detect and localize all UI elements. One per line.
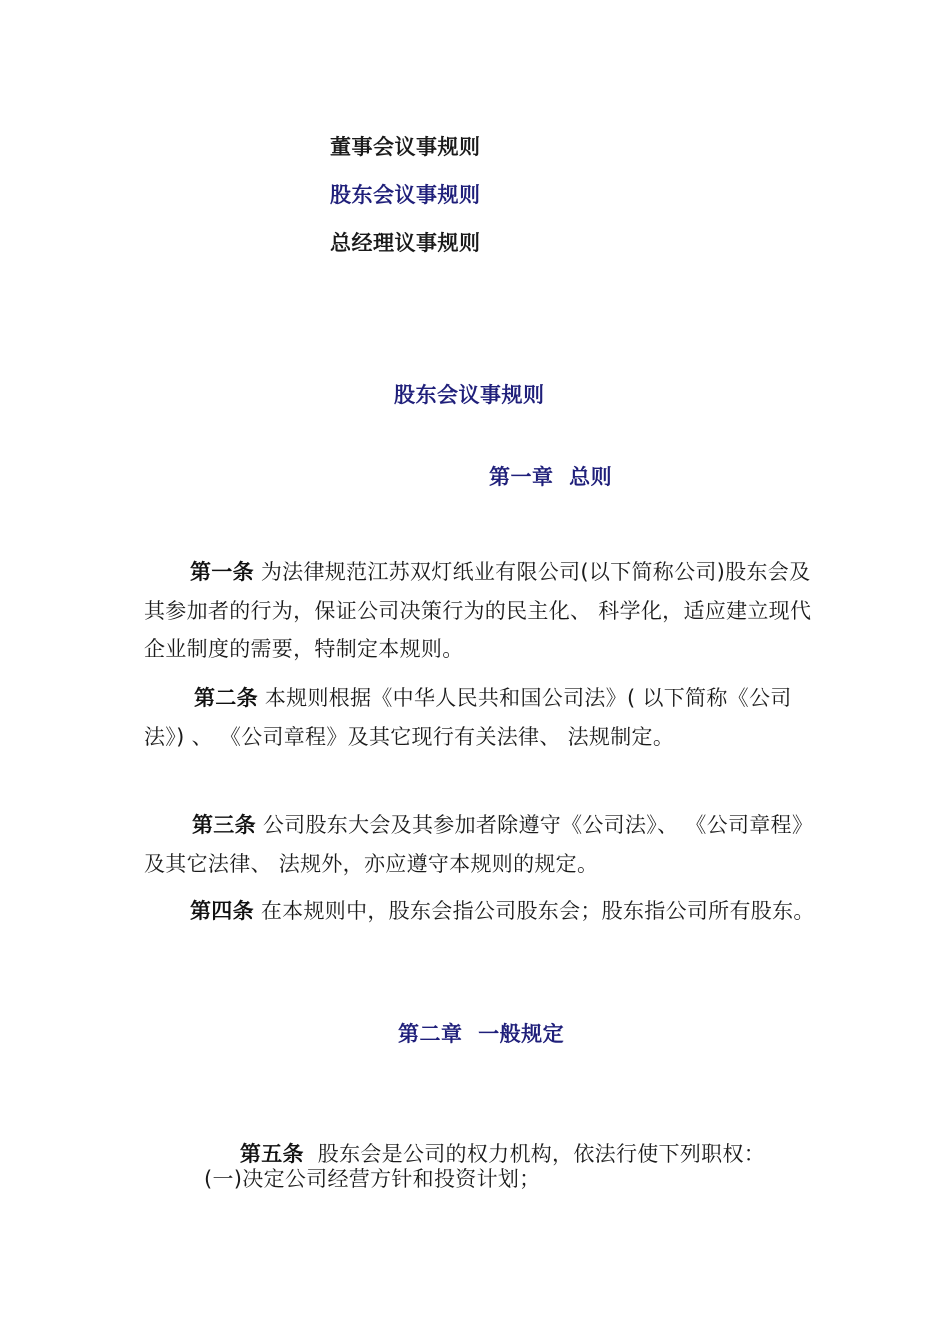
document-title: 股东会议事规则 <box>394 383 545 407</box>
article-number: 第四条 <box>190 899 254 923</box>
article-text: 为法律规范江苏双灯纸业有限公司(以下简称公司)股东会及其参加者的行为，保证公司决策行为的民主化、 科学化，适应建立现代企业制度的需要，特制定本规则。 <box>144 560 812 661</box>
toc-item-manager-rules[interactable]: 总经理议事规则 <box>330 231 481 255</box>
article-number: 第二条 <box>194 686 258 710</box>
article-number: 第五条 <box>239 1142 304 1166</box>
article-text: 本规则根据《中华人民共和国公司法》( 以下简称《公司法》) 、 《公司章程》及其它现行有关法律、 法规制定。 <box>144 686 792 749</box>
article-text: 在本规则中，股东会指公司股东会；股东指公司所有股东。 <box>253 899 815 923</box>
toc-item-board-rules[interactable]: 董事会议事规则 <box>330 135 481 159</box>
article-text: 股东会是公司的权力机构，依法行使下列职权： <box>303 1142 766 1166</box>
article-paragraph <box>144 553 820 669</box>
article-number: 第三条 <box>192 813 256 837</box>
toc-item-shareholder-rules[interactable]: 股东会议事规则 <box>330 183 481 207</box>
chapter-heading: 第一章 总则 <box>489 465 613 489</box>
article-paragraph <box>144 806 820 883</box>
article-paragraph <box>144 892 820 931</box>
article-paragraph <box>144 679 820 756</box>
list-item: (一)决定公司经营方针和投资计划； <box>204 1167 541 1191</box>
chapter-heading: 第二章 一般规定 <box>398 1022 565 1046</box>
article-number: 第一条 <box>190 560 254 584</box>
article-text: 公司股东大会及其参加者除遵守《公司法》、 《公司章程》及其它法律、 法规外，亦应遵守本规则的规定。 <box>144 813 814 876</box>
